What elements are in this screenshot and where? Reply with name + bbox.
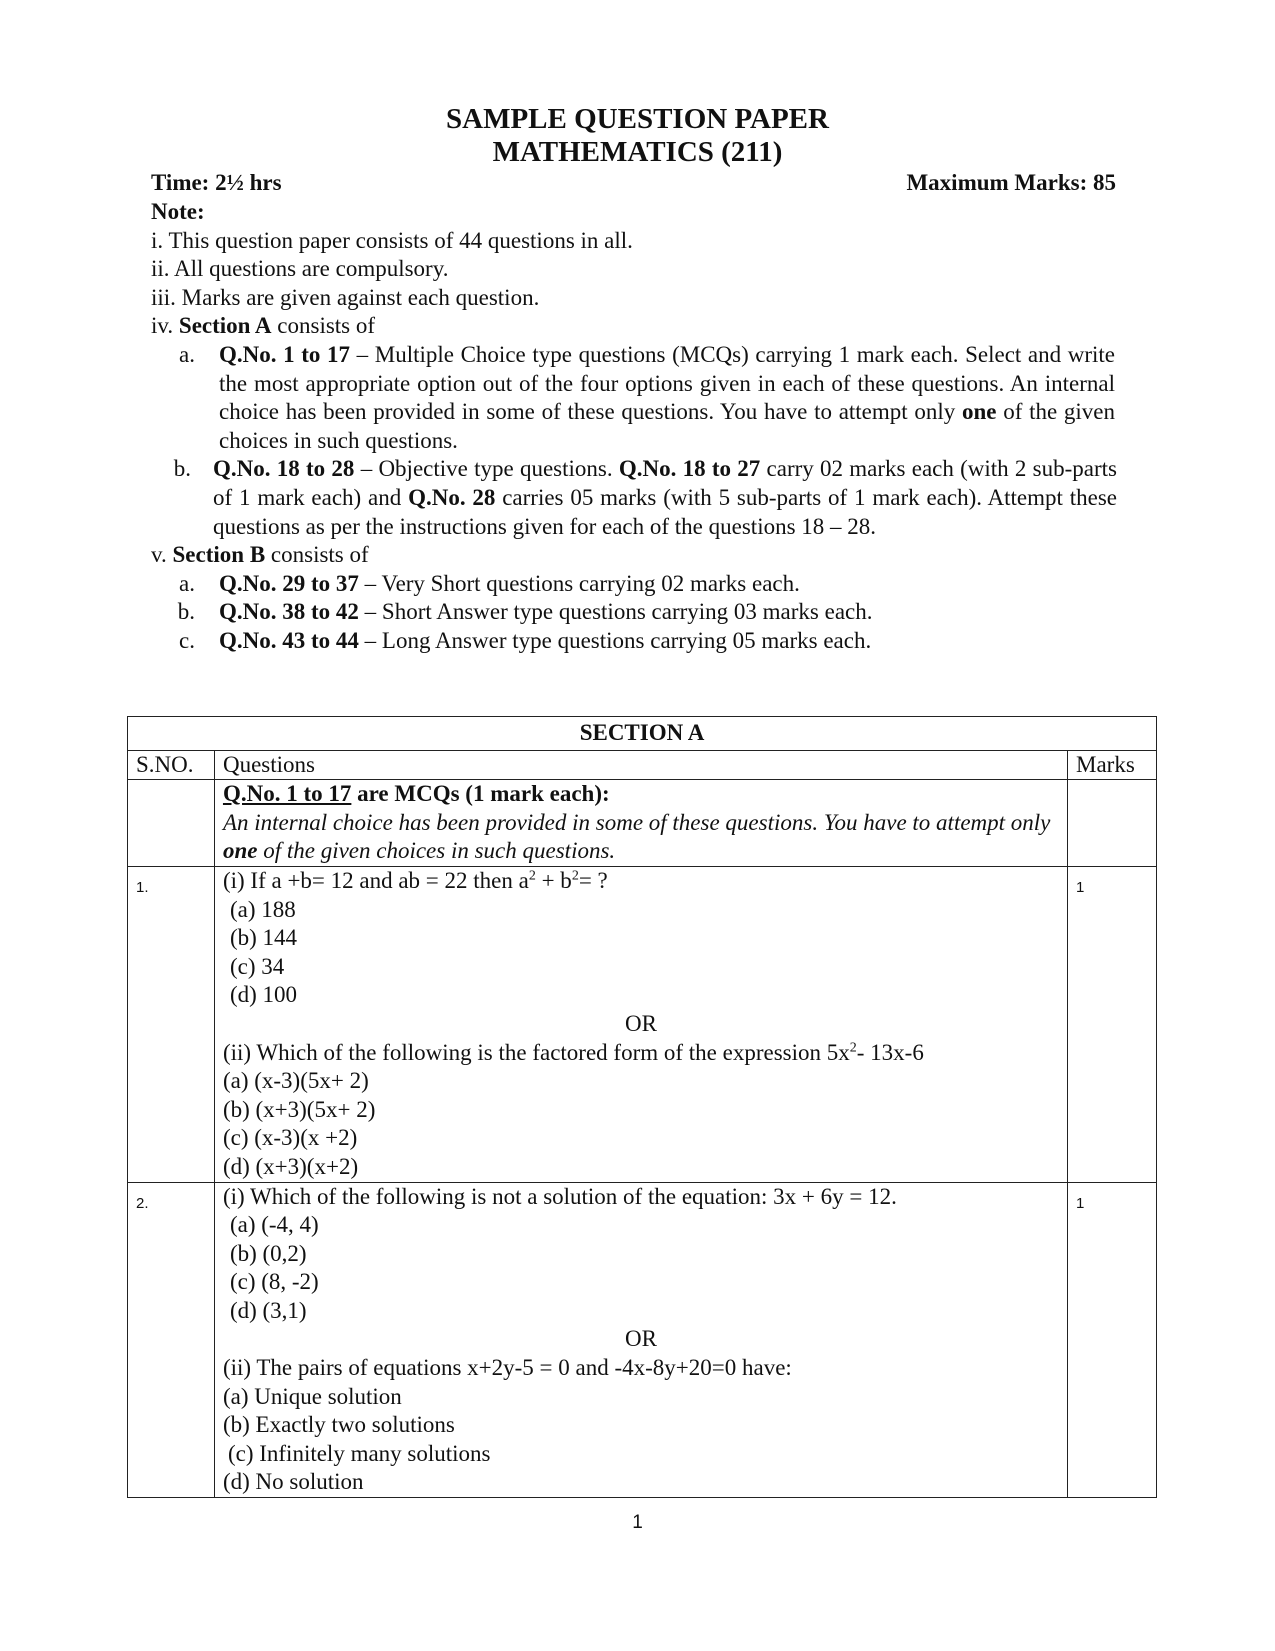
question-marks: 1 [1068,1182,1157,1498]
option: (a) (-4, 4) [229,1212,319,1238]
option: (a) Unique solution [222,1383,402,1409]
table-row [128,1182,1157,1498]
note-v-a: a. Q.No. 29 to 37 – Very Short questions carrying 02 marks each. [179,570,800,596]
section-a-heading: SECTION A [128,717,1157,751]
paper-title: SAMPLE QUESTION PAPER [446,103,829,135]
option: (b) 144 [229,925,298,951]
option: (b) (x+3)(5x+ 2) [222,1096,376,1122]
or-separator: OR [625,1326,657,1352]
question-1: (i) If a +b= 12 and ab = 22 then $a^2 + b^2=$ ? (a) 188 (b) 144 (c) 34 (d) 100 OR (ii) Which of the following is the factored form of the expression $5x^2-$ 13x-6 (a) (x-3)(5x+ 2) (b) (x+3)(5x+ 2) (c) (x-3)(x +2) (d) (x+3)(x+2) [214,866,1067,1182]
question-number: 1. [128,866,215,1182]
option: (a) (x-3)(5x+ 2) [222,1068,369,1094]
option: (c) (x-3)(x +2) [222,1125,358,1151]
subject-title: MATHEMATICS (211) [492,136,783,168]
option: (d) (3,1) [229,1297,307,1323]
or-separator: OR [625,1010,657,1036]
option: (b) (0,2) [229,1240,307,1266]
table-row [128,866,1157,1182]
option: (d) 100 [229,982,298,1008]
intro-row [128,780,1157,867]
page-number: 1 [632,1512,643,1533]
question-number: 2. [128,1182,215,1498]
col-questions-header: Questions [214,750,1067,780]
time-allowed: Time: 2½ hrs [151,170,282,195]
option: (a) 188 [229,896,296,922]
question-2: (i) Which of the following is not a solution of the equation: 3x + 6y = 12. (a) (-4, 4) (b) (0,2) (c) (8, -2) (d) (3,1) OR (ii) The pairs of equations x+2y-5 = 0 and -4x-8y+20=0 have: (a) Unique solution (b) Exactly two solutions (c) Infinitely many solutions (d) No solution [214,1182,1067,1498]
option: (d) No solution [222,1469,364,1495]
note-iii: iii. Marks are given against each question. [151,284,540,310]
note-heading: Note: [151,199,205,224]
note-iv-a: a. Q.No. 1 to 17 – Multiple Choice type questions (MCQs) carrying 1 mark each. Select and write the most appropriate option out of the four options given in each of these questions. An internal choice has been provided in some of these questions. You have to attempt only one of the given choices in such questions. [179,341,1116,453]
col-marks-header: Marks [1068,750,1157,780]
question-marks: 1 [1068,866,1157,1182]
option: (c) Infinitely many solutions [227,1440,491,1466]
instructions [151,198,1131,656]
table-header-row [128,750,1157,780]
note-iv-b: b. Q.No. 18 to 28 – Objective type questions. Q.No. 18 to 27 carry 02 marks each (with 2 sub-parts of 1 mark each) and Q.No. 28 carries 05 marks (with 5 sub-parts of 1 mark each). Attempt these questions as per the instructions given for each of the questions 18 – 28. [173,456,1118,539]
option: (c) 34 [229,953,285,979]
mcq-instructions: Q.No. 1 to 17 are MCQs (1 mark each): An internal choice has been provided in some of these questions. You have to attempt only one of the given choices in such questions. [214,780,1067,867]
col-sno-header: S.NO. [128,750,215,780]
note-ii: ii. All questions are compulsory. [151,256,449,282]
option: (b) Exactly two solutions [222,1412,455,1438]
note-i: i. This question paper consists of 44 questions in all. [151,227,633,253]
option: (c) (8, -2) [229,1269,319,1295]
maximum-marks: Maximum Marks: 85 [906,170,1116,195]
note-v-b: b. Q.No. 38 to 42 – Short Answer type questions carrying 03 marks each. [177,599,873,625]
section-a-table [127,716,1157,1498]
option: (d) (x+3)(x+2) [222,1153,359,1179]
note-v: v. Section B consists of [151,542,369,568]
note-iv: iv. Section A consists of [151,313,376,339]
note-v-c: c. Q.No. 43 to 44 – Long Answer type questions carrying 05 marks each. [179,627,872,653]
